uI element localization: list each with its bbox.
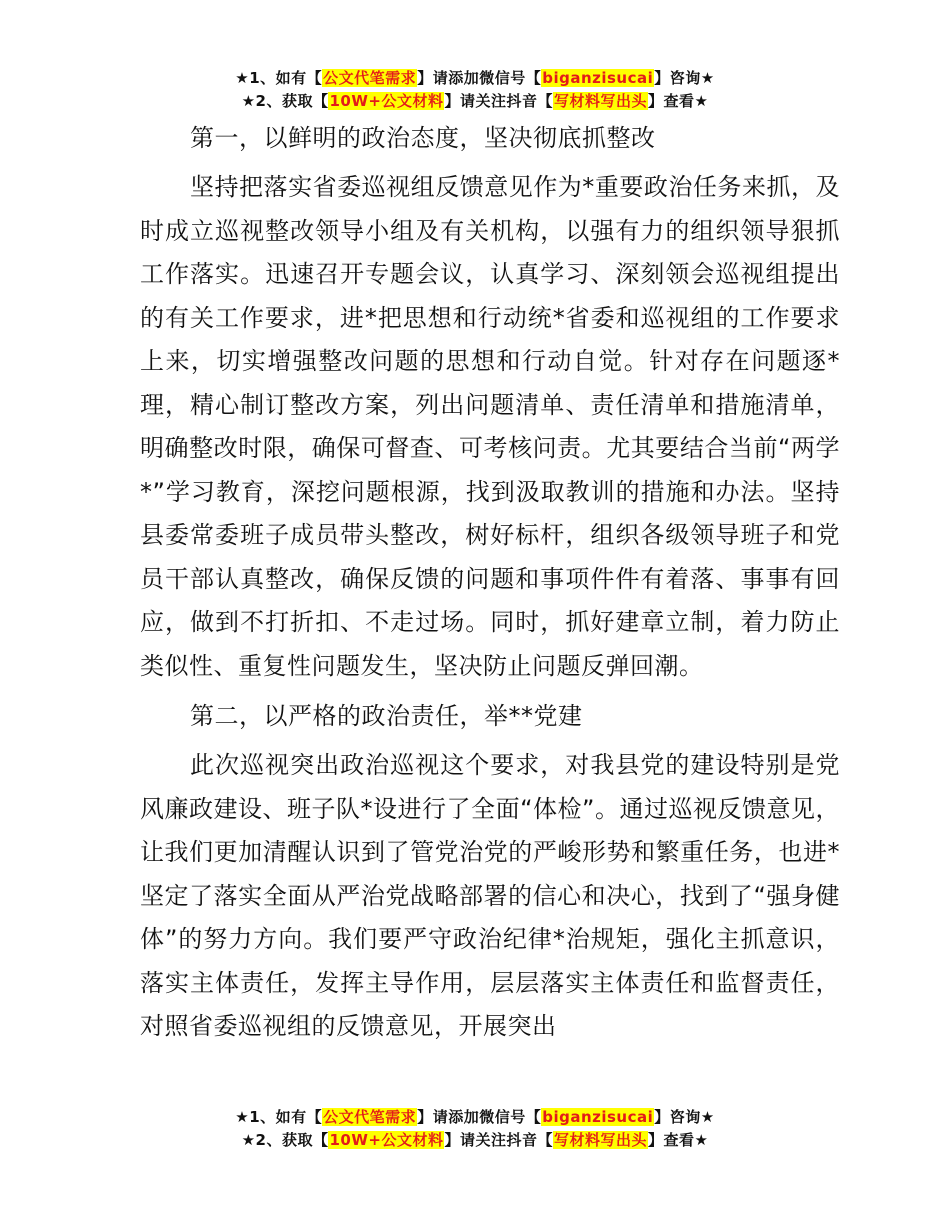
paragraph-2: 此次巡视突出政治巡视这个要求，对我县党的建设特别是党风廉政建设、班子队*设进行了全面“体检”。通过巡视反馈意见，让我们更加清醒认识到了管党治党的严峻形势和繁重任务，也进*坚定了落实全面从严治党战略部署的信心和决心，找到了“强身健体”的努力方向。我们要严守政治纪律*治规矩，强化主抓意识，落实主体责任，发挥主导作用，层层落实主体责任和监督责任，对照省委巡视组的反馈意见，开展突出 — [140, 751, 840, 1040]
banner-highlight: biganzisucai — [542, 1108, 654, 1126]
banner-highlight: 公文代笔需求 — [323, 69, 417, 87]
document-body — [140, 118, 840, 1057]
banner-line-1 — [0, 67, 950, 90]
banner-text: 】请添加微信号【 — [417, 1108, 542, 1126]
banner-text: 】咨询★ — [654, 69, 715, 87]
banner-text: 】请关注抖音【 — [444, 1131, 553, 1149]
paragraph-1: 坚持把落实省委巡视组反馈意见作为*重要政治任务来抓，及时成立巡视整改领导小组及有关机构，以强有力的组织领导狠抓工作落实。迅速召开专题会议，认真学习、深刻领会巡视组提出的有关工作要求，进*把思想和行动统*省委和巡视组的工作要求上来，切实增强整改问题的思想和行动自觉。针对存在问题逐*理，精心制订整改方案，列出问题清单、责任清单和措施清单，明确整改时限，确保可督查、可考核问责。尤其要结合当前“两学*”学习教育，深挖问题根源，找到汲取教训的措施和办法。坚持县委常委班子成员带头整改，树好标杆，组织各级领导班子和党员干部认真整改，确保反馈的问题和事项件件有着落、事事有回应，做到不打折扣、不走过场。同时，抓好建章立制，着力防止类似性、重复性问题发生，坚决防止问题反弹回潮。 — [140, 173, 840, 680]
banner-highlight: 10W+公文材料 — [329, 92, 444, 110]
banner-highlight: 写材料写出头 — [553, 92, 647, 110]
banner-text: 】请关注抖音【 — [444, 92, 553, 110]
banner-highlight: 10W+公文材料 — [329, 1131, 444, 1149]
banner-text: ★1、如有【 — [235, 69, 323, 87]
banner-text: ★2、获取【 — [241, 1131, 329, 1149]
banner-line-1 — [0, 1106, 950, 1129]
banner-line-2 — [0, 1129, 950, 1152]
banner-highlight: biganzisucai — [542, 69, 654, 87]
section-heading-2: 第二，以严格的政治责任，举**党建 — [190, 702, 583, 730]
banner-highlight: 公文代笔需求 — [323, 1108, 417, 1126]
banner-text: ★2、获取【 — [241, 92, 329, 110]
banner-line-2 — [0, 90, 950, 113]
section-heading-1: 第一，以鲜明的政治态度，坚决彻底抓整改 — [190, 124, 656, 152]
footer-banner — [0, 1106, 950, 1152]
banner-highlight: 写材料写出头 — [553, 1131, 647, 1149]
banner-text: 】请添加微信号【 — [417, 69, 542, 87]
banner-text: 】查看★ — [647, 92, 709, 110]
header-banner — [0, 67, 950, 113]
banner-text: ★1、如有【 — [235, 1108, 323, 1126]
banner-text: 】咨询★ — [654, 1108, 715, 1126]
banner-text: 】查看★ — [647, 1131, 709, 1149]
